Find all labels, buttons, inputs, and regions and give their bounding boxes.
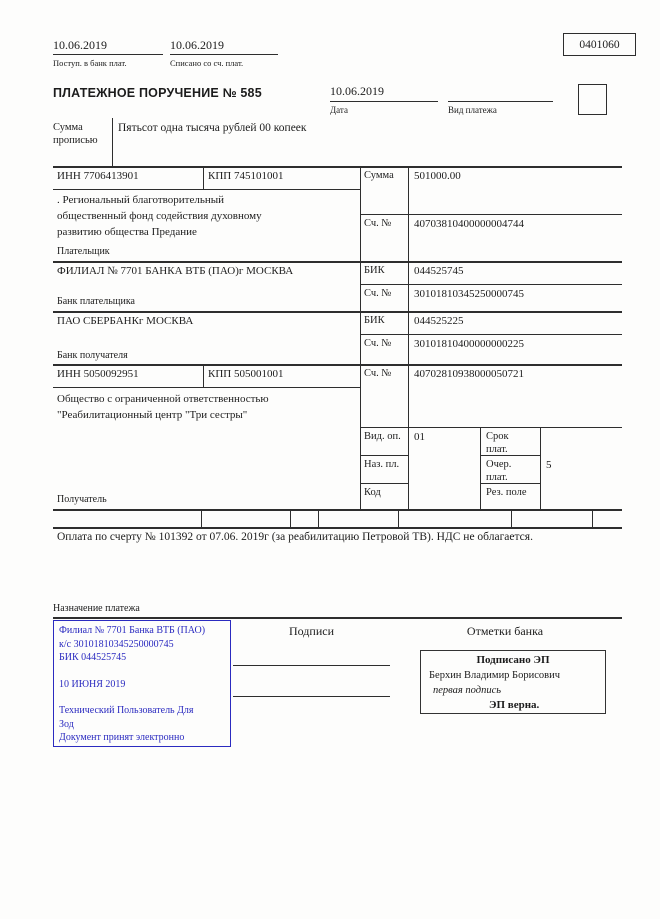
stamp-line: БИК 044525745	[59, 652, 127, 663]
stamp-gap	[59, 665, 225, 678]
beneficiary-account-label: Сч. №	[364, 368, 392, 379]
divider	[480, 427, 481, 509]
document-date: 10.06.2019	[330, 84, 384, 98]
payer-account-label: Сч. №	[364, 218, 392, 229]
stamp-line: Зод	[59, 718, 74, 730]
beneficiary-bank-bik-label: БИК	[364, 315, 385, 326]
signatures-header: Подписи	[288, 624, 335, 638]
payment-type-box	[578, 84, 607, 115]
divider	[511, 509, 512, 527]
payment-type-label: Вид платежа	[448, 105, 497, 115]
divider	[53, 166, 622, 168]
ocher-plat-value: 5	[546, 459, 552, 471]
ep-verified-text: ЭП верна.	[489, 699, 540, 711]
divider	[290, 509, 291, 527]
stamp-line: к/с 30101810345250000745	[59, 638, 174, 650]
signature-line	[233, 696, 390, 697]
date-debited-value: 10.06.2019	[170, 38, 224, 52]
divider	[360, 334, 622, 335]
date-debited-label: Списано со сч. плат.	[170, 58, 244, 68]
stamp-line: 10 ИЮНЯ 2019	[59, 678, 126, 690]
beneficiary-name	[57, 391, 269, 423]
kod-label: Код	[364, 487, 381, 498]
divider	[360, 455, 408, 456]
payer-name-line: развитию общества Предание	[57, 226, 197, 238]
divider	[448, 101, 553, 102]
divider	[53, 509, 622, 511]
divider	[201, 509, 202, 527]
beneficiary-bank-bik: 044525225	[414, 315, 464, 327]
amount-label: Сумма	[364, 170, 394, 181]
beneficiary-account: 40702810938000050721	[414, 368, 524, 380]
payer-bank-name: ФИЛИАЛ № 7701 БАНКА ВТБ (ПАО)г МОСКВА	[57, 265, 294, 277]
vid-op-label: Вид. оп.	[364, 431, 401, 442]
signature-line	[233, 665, 390, 666]
payer-bank-bik-label: БИК	[364, 265, 385, 276]
amount-words-label: Сумма прописью	[53, 122, 98, 146]
divider	[53, 189, 360, 190]
srok-plat-label: Срок плат.	[486, 431, 509, 455]
electronic-signature-stamp	[420, 650, 606, 714]
bank-acceptance-stamp	[53, 620, 231, 747]
ep-signer-name: Берхин Владимир Борисович	[429, 670, 560, 681]
payer-inn: ИНН 7706413901	[57, 170, 139, 182]
form-code-box	[563, 33, 636, 56]
document-title: ПЛАТЕЖНОЕ ПОРУЧЕНИЕ № 585	[53, 86, 262, 100]
form-code: 0401060	[579, 38, 620, 51]
divider	[360, 483, 408, 484]
payer-account-value: 40703810400000004744	[414, 218, 524, 230]
divider	[360, 166, 361, 509]
divider	[203, 166, 204, 189]
divider	[408, 166, 409, 509]
date-received-value: 10.06.2019	[53, 38, 107, 52]
payment-purpose-text: Оплата по счерту № 101392 от 07.06. 2019г (за реабилитацию Петровой ТВ). НДС не облагается.	[57, 531, 533, 543]
date-received-label: Поступ. в банк плат.	[53, 58, 127, 68]
ep-signature-type: первая подпись	[433, 685, 502, 696]
amount-words-value: Пятьсот одна тысяча рублей 00 копеек	[118, 122, 307, 134]
beneficiary-name-line: "Реабилитационный центр "Три сестры"	[57, 409, 248, 421]
divider	[330, 101, 438, 102]
payer-bank-account: 30101810345250000745	[414, 288, 524, 300]
payer-bank-account-label: Сч. №	[364, 288, 392, 299]
divider	[360, 214, 622, 215]
divider	[540, 427, 541, 509]
beneficiary-section-label: Получатель	[57, 494, 107, 505]
payer-bank-section-label: Банк плательщика	[57, 296, 135, 307]
rez-pole-label: Рез. поле	[486, 487, 527, 498]
divider	[398, 509, 399, 527]
bank-marks-header: Отметки банка	[466, 624, 544, 638]
beneficiary-bank-name: ПАО СБЕРБАНКг МОСКВА	[57, 315, 194, 327]
payer-kpp: КПП 745101001	[208, 170, 284, 182]
payer-name-line: общественный фонд содействия духовному	[57, 210, 262, 222]
divider	[53, 364, 622, 366]
divider	[318, 509, 319, 527]
amount-value: 501000.00	[414, 170, 461, 182]
payer-section-label: Плательщик	[57, 246, 110, 257]
naz-pl-label: Наз. пл.	[364, 459, 400, 470]
payer-name-line: . Региональный благотворительный	[57, 194, 224, 206]
stamp-line: Технический Пользователь Для	[59, 705, 194, 716]
stamp-line: Филиал № 7701 Банка ВТБ (ПАО)	[59, 625, 206, 636]
divider	[170, 54, 278, 55]
beneficiary-bank-section-label: Банк получателя	[57, 350, 128, 361]
date-label: Дата	[330, 105, 348, 115]
payer-bank-bik: 044525745	[414, 265, 464, 277]
divider	[592, 509, 593, 527]
divider	[53, 527, 622, 529]
ep-title: Подписано ЭП	[476, 654, 550, 666]
divider	[53, 54, 163, 55]
divider	[360, 284, 622, 285]
divider	[53, 261, 622, 263]
ocher-plat-label: Очер. плат.	[486, 459, 512, 483]
divider	[53, 387, 360, 388]
beneficiary-bank-account: 30101810400000000225	[414, 338, 524, 350]
beneficiary-inn: ИНН 5050092951	[57, 368, 139, 380]
stamp-line: Документ принят электронно	[59, 732, 185, 743]
divider	[53, 617, 622, 619]
divider	[53, 311, 622, 313]
payer-name	[57, 192, 262, 240]
beneficiary-kpp: КПП 505001001	[208, 368, 284, 380]
divider	[112, 118, 113, 166]
divider	[203, 364, 204, 387]
vid-op-value: 01	[414, 431, 425, 443]
beneficiary-bank-account-label: Сч. №	[364, 338, 392, 349]
stamp-gap	[59, 691, 225, 704]
payment-purpose-label: Назначение платежа	[53, 603, 140, 614]
beneficiary-name-line: Общество с ограниченной ответственностью	[57, 393, 269, 405]
divider	[360, 427, 622, 428]
